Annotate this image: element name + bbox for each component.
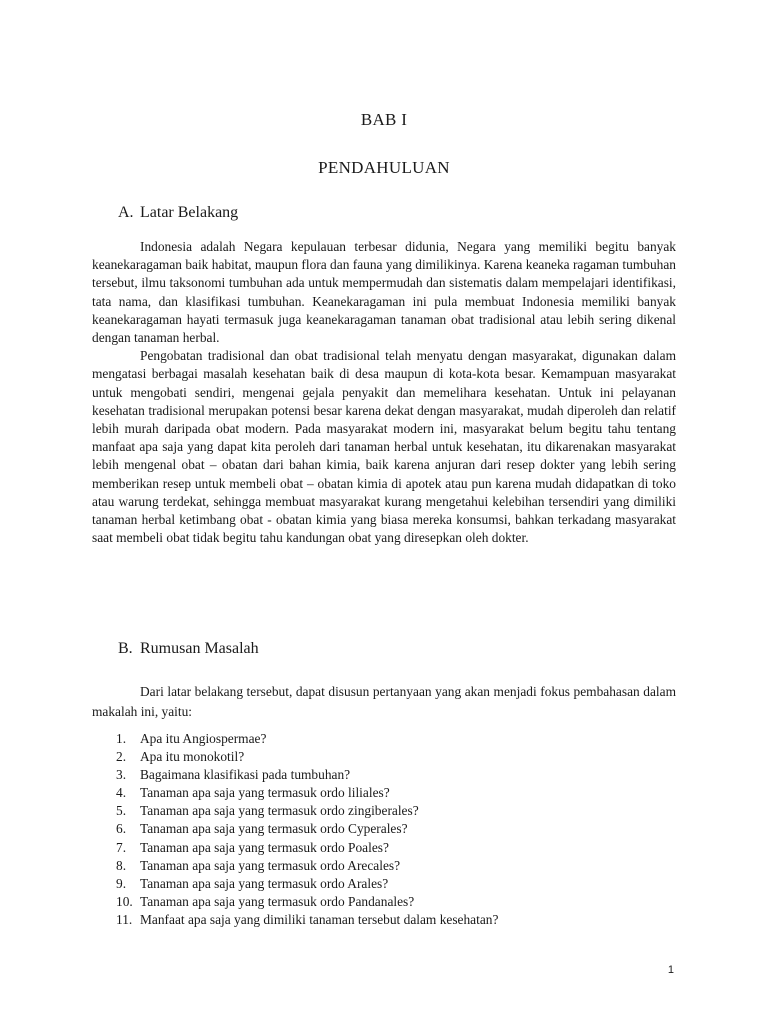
chapter-label: BAB I (360, 110, 408, 129)
list-item: 5. Tanaman apa saja yang termasuk ordo zingiberales? (116, 803, 419, 819)
section-b-title: Rumusan Masalah (140, 640, 259, 657)
section-a-heading (118, 204, 238, 222)
list-item: 6. Tanaman apa saja yang termasuk ordo Cyperales? (116, 821, 408, 837)
list-item: 1. Apa itu Angiospermae? (116, 731, 267, 746)
list-item: 4. Tanaman apa saja yang termasuk ordo liliales? (116, 785, 390, 801)
rumusan-masalah-body (92, 682, 676, 722)
section-a-title: Latar Belakang (140, 204, 239, 221)
section-b-number: B. (118, 640, 133, 657)
section-a-number: A. (118, 204, 134, 221)
latar-paragraph-1: Indonesia adalah Negara kepulauan terbesar didunia, Negara yang memiliki begitu banyak keanekaragaman baik habitat, maupun flora dan fauna yang dimilikinya. Karena keaneka ragaman tumbuhan tersebut, ilmu taksonomi tumbuhan ada untuk mempermudah dan sistematis dalam mempelajari identifikasi, tata nama, dan klasifikasi tumbuhan. Keanekaragaman ini pula membuat Indonesia memiliki banyak keanekaragaman hayati termasuk juga keanekaragaman tanaman obat tradisional atau lebih sering dikenal dengan tanaman herbal. (92, 239, 676, 346)
rumusan-intro: Dari latar belakang tersebut, dapat disusun pertanyaan yang akan menjadi fokus pembahasan dalam makalah ini, yaitu: (92, 684, 676, 719)
list-item: 11. Manfaat apa saja yang dimiliki tanaman tersebut dalam kesehatan? (116, 911, 499, 927)
list-item: 3. Bagaimana klasifikasi pada tumbuhan? (116, 767, 351, 783)
latar-paragraph-2: Pengobatan tradisional dan obat tradisional telah menyatu dengan masyarakat, digunakan dalam mengatasi berbagai masalah kesehatan baik di desa maupun di kota-kota besar. Kemampuan masyarakat untuk mengobati sendiri, mengenai gejala penyakit dan memelihara kesehatan. Untuk ini pelayanan kesehatan tradisional merupakan potensi besar karena dekat dengan masyarakat, mudah diperoleh dan relatif lebih murah daripada obat modern. Pada masyarakat modern ini, masyarakat belum begitu tahu tentang manfaat apa saja yang dapat kita peroleh dari tanaman herbal untuk kesehatan, itu dikarenakan masyarakat lebih mengenal obat – obatan dari bahan kimia, baik karena anjuran dari resep dokter yang lebih sering memberikan resep untuk membeli obat – obatan kimia di apotek atau pun karena mudah didapatkan di toko atau warung terdekat, sehingga membuat masyarakat kurang mengetahui kelebihan tersendiri yang dimiliki tanaman herbal ketimbang obat - obatan kimia yang biasa mereka konsumsi, bahkan terkadang masyarakat saat membeli obat tidak begitu tahu kandungan obat yang diresepkan oleh dokter. (92, 348, 676, 546)
list-item: 8. Tanaman apa saja yang termasuk ordo Arecales? (116, 857, 401, 873)
list-item: 7. Tanaman apa saja yang termasuk ordo Poales? (116, 839, 389, 855)
page-number: 1 (667, 964, 674, 976)
list-item: 9. Tanaman apa saja yang termasuk ordo Arales? (116, 875, 389, 891)
latar-belakang-body (92, 238, 676, 547)
list-item: 2. Apa itu monokotil? (116, 749, 245, 765)
list-item: 10. Tanaman apa saja yang termasuk ordo Pandanales? (116, 893, 415, 909)
question-list (116, 730, 676, 929)
chapter-title: PENDAHULUAN (318, 158, 450, 177)
section-b-heading (118, 640, 259, 658)
